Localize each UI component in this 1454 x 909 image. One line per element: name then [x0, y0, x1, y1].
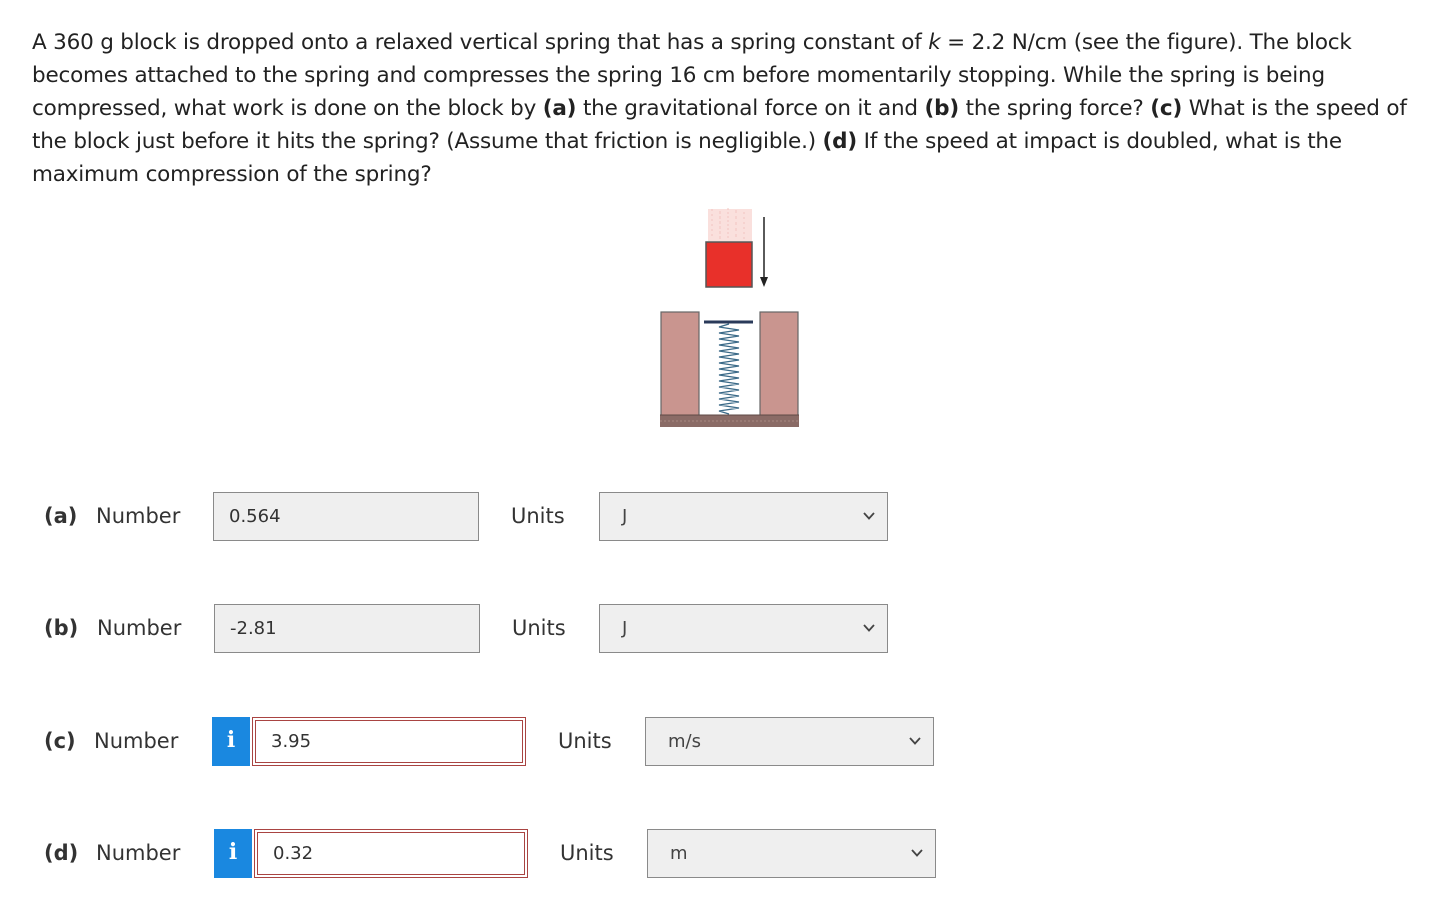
motion-blur [708, 208, 752, 241]
number-label: Number [96, 504, 181, 528]
question-segment: What is the speed of the block just before it hits the spring? (Assume that friction is negligible.) [32, 96, 1407, 154]
k-variable: k [928, 30, 941, 55]
selected-unit: J [622, 618, 628, 639]
question-segment: If the speed at impact is doubled, what is the maximum compression of the spring? [32, 129, 1342, 187]
number-input-b[interactable] [214, 604, 480, 653]
units-label: Units [558, 729, 612, 753]
units-label: Units [512, 616, 566, 640]
number-input-d[interactable] [254, 829, 528, 878]
part-d-marker: (d) [822, 129, 857, 154]
units-select-c[interactable] [645, 717, 934, 766]
part-label: (c) [44, 729, 76, 753]
units-select-b[interactable] [599, 604, 888, 653]
down-arrow-icon [760, 217, 768, 287]
falling-block [706, 242, 752, 287]
selected-unit: m/s [668, 731, 701, 752]
spring-block-figure [660, 205, 800, 430]
left-wall [661, 312, 699, 419]
number-label: Number [97, 616, 182, 640]
question-segment: A 360 g block is dropped onto a relaxed vertical spring that has a spring constant of [32, 30, 929, 55]
units-select-a[interactable] [599, 492, 888, 541]
question-text [32, 26, 1417, 191]
chevron-down-icon [907, 733, 923, 749]
chevron-down-icon [861, 620, 877, 636]
units-label: Units [560, 841, 614, 865]
part-label: (d) [44, 841, 79, 865]
units-select-d[interactable] [647, 829, 936, 878]
info-icon[interactable]: i [212, 717, 250, 766]
units-label: Units [511, 504, 565, 528]
number-input-a[interactable] [213, 492, 479, 541]
part-label: (b) [44, 616, 79, 640]
part-b-marker: (b) [924, 96, 959, 121]
question-segment: the spring force? [958, 96, 1151, 121]
part-c-marker: (c) [1150, 96, 1183, 121]
part-label: (a) [44, 504, 78, 528]
info-icon[interactable]: i [214, 829, 252, 878]
selected-unit: m [670, 843, 688, 864]
number-label: Number [96, 841, 181, 865]
number-input-c[interactable] [252, 717, 526, 766]
chevron-down-icon [909, 845, 925, 861]
question-segment: the gravitational force on it and [576, 96, 925, 121]
number-label: Number [94, 729, 179, 753]
question-segment: = 2.2 N/cm (see the figure). The block becomes attached to the spring and compresses the spring 16 cm before momentarily stopping. While the spring is being compressed, what work is done on the block by [32, 30, 1352, 121]
chevron-down-icon [861, 508, 877, 524]
right-wall [760, 312, 798, 419]
part-a-marker: (a) [542, 96, 577, 121]
spring-coil [719, 324, 739, 414]
selected-unit: J [622, 506, 628, 527]
